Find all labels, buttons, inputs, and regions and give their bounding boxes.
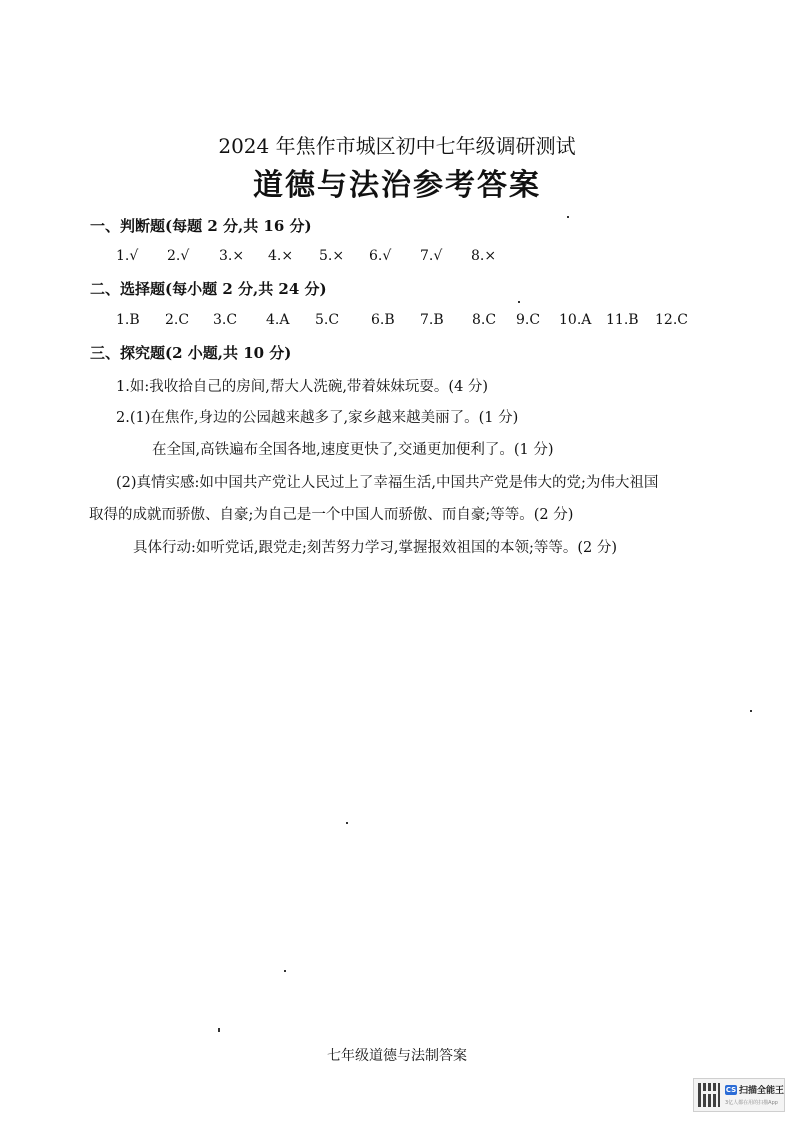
answer-item: 6.√ (369, 248, 392, 264)
answer-item: 5.C (315, 312, 340, 328)
answer-item: 8.C (472, 312, 497, 328)
qr-code-icon (698, 1083, 720, 1107)
answer-item: 2.C (165, 312, 190, 328)
answer-item: 7.√ (420, 248, 443, 264)
inquiry-answer-1: 1.如:我收拾自己的房间,帮大人洗碗,带着妹妹玩耍。(4 分) (116, 379, 489, 395)
answer-item: 4.× (268, 248, 294, 264)
scanner-app-name: 扫描全能王 (739, 1086, 785, 1096)
answer-item: 6.B (371, 312, 395, 328)
page-footer: 七年级道德与法制答案 (327, 1048, 467, 1064)
scanner-app-tagline: 3亿人都在用的扫描App (725, 1100, 778, 1106)
answer-item: 1.B (116, 312, 140, 328)
answer-item: 8.× (471, 248, 497, 264)
scan-speck (567, 216, 569, 218)
scan-speck (518, 301, 520, 303)
answer-item: 9.C (516, 312, 541, 328)
inquiry-answer-2-1-jiaozuo: 2.(1)在焦作,身边的公园越来越多了,家乡越来越美丽了。(1 分) (116, 410, 519, 426)
section-heading-judgement: 一、判断题(每题 2 分,共 16 分) (90, 217, 312, 235)
answer-item: 12.C (655, 312, 688, 328)
answer-key-title: 道德与法治参考答案 (253, 168, 541, 203)
answer-item: 1.√ (116, 248, 139, 264)
inquiry-answer-2-2-feelings: (2)真情实感:如中国共产党让人民过上了幸福生活,中国共产党是伟大的党;为伟大祖国 (116, 475, 659, 491)
answer-item: 10.A (559, 312, 592, 328)
scan-speck (284, 970, 286, 972)
scan-speck (750, 710, 752, 712)
scan-speck (346, 822, 348, 824)
exam-title: 2024 年焦作市城区初中七年级调研测试 (218, 134, 576, 158)
answer-item: 5.× (319, 248, 345, 264)
section-heading-inquiry: 三、探究题(2 小题,共 10 分) (90, 344, 292, 362)
inquiry-answer-2-2-feelings-cont: 取得的成就而骄傲、自豪;为自己是一个中国人而骄傲、而自豪;等等。(2 分) (89, 507, 574, 523)
inquiry-answer-2-1-nation: 在全国,高铁遍布全国各地,速度更快了,交通更加便利了。(1 分) (152, 442, 554, 458)
section-heading-choice: 二、选择题(每小题 2 分,共 24 分) (90, 280, 327, 298)
answer-item: 3.C (213, 312, 238, 328)
scan-speck (218, 1028, 220, 1032)
camscanner-logo-icon: CS (725, 1086, 737, 1094)
judgement-answers-row (116, 248, 716, 266)
answer-item: 3.× (219, 248, 245, 264)
choice-answers-row (116, 312, 716, 330)
answer-item: 2.√ (167, 248, 190, 264)
inquiry-answer-2-2-actions: 具体行动:如听党话,跟党走;刻苦努力学习,掌握报效祖国的本领;等等。(2 分) (133, 540, 618, 556)
answer-item: 4.A (266, 312, 290, 328)
scanner-watermark (693, 1078, 785, 1112)
answer-item: 11.B (606, 312, 639, 328)
answer-item: 7.B (420, 312, 444, 328)
